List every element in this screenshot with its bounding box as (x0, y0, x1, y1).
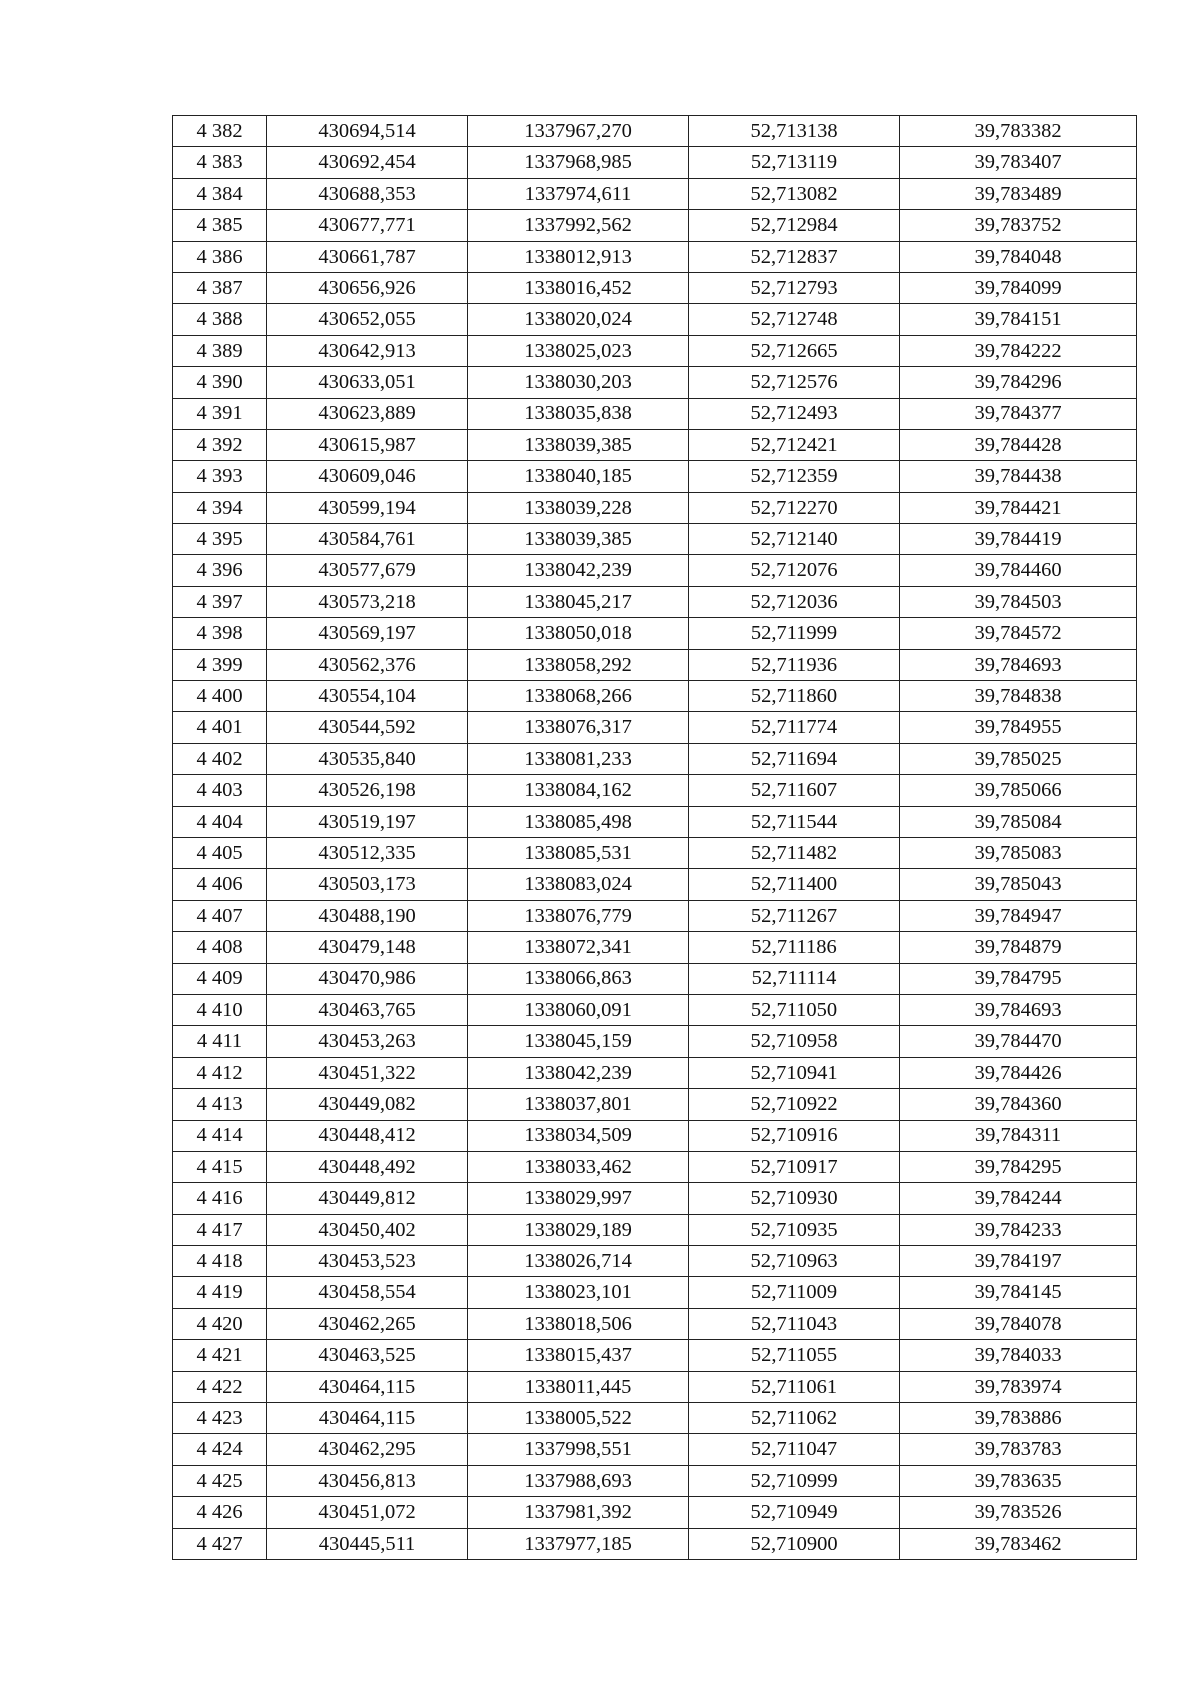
longitude-cell: 39,784419 (900, 524, 1137, 555)
latitude-cell: 52,711267 (689, 900, 900, 931)
point-number-cell: 4 386 (173, 241, 267, 272)
latitude-cell: 52,712576 (689, 367, 900, 398)
latitude-cell: 52,711043 (689, 1308, 900, 1339)
y-coordinate-cell: 1338035,838 (468, 398, 689, 429)
latitude-cell: 52,712140 (689, 524, 900, 555)
longitude-cell: 39,784197 (900, 1246, 1137, 1277)
table-row (173, 398, 1137, 429)
longitude-cell: 39,784947 (900, 900, 1137, 931)
table-row (173, 367, 1137, 398)
x-coordinate-cell: 430577,679 (267, 555, 468, 586)
latitude-cell: 52,711544 (689, 806, 900, 837)
y-coordinate-cell: 1338068,266 (468, 681, 689, 712)
latitude-cell: 52,711936 (689, 649, 900, 680)
point-number-cell: 4 393 (173, 461, 267, 492)
latitude-cell: 52,713119 (689, 147, 900, 178)
x-coordinate-cell: 430462,265 (267, 1308, 468, 1339)
latitude-cell: 52,710922 (689, 1089, 900, 1120)
latitude-cell: 52,711050 (689, 994, 900, 1025)
x-coordinate-cell: 430535,840 (267, 743, 468, 774)
table-row (173, 586, 1137, 617)
latitude-cell: 52,710917 (689, 1151, 900, 1182)
latitude-cell: 52,711774 (689, 712, 900, 743)
longitude-cell: 39,783886 (900, 1403, 1137, 1434)
table-row (173, 1089, 1137, 1120)
x-coordinate-cell: 430463,525 (267, 1340, 468, 1371)
longitude-cell: 39,784145 (900, 1277, 1137, 1308)
x-coordinate-cell: 430688,353 (267, 178, 468, 209)
y-coordinate-cell: 1337988,693 (468, 1465, 689, 1496)
table-row (173, 712, 1137, 743)
latitude-cell: 52,710916 (689, 1120, 900, 1151)
x-coordinate-cell: 430449,082 (267, 1089, 468, 1120)
point-number-cell: 4 382 (173, 116, 267, 147)
point-number-cell: 4 411 (173, 1026, 267, 1057)
point-number-cell: 4 417 (173, 1214, 267, 1245)
table-row (173, 492, 1137, 523)
x-coordinate-cell: 430694,514 (267, 116, 468, 147)
y-coordinate-cell: 1338040,185 (468, 461, 689, 492)
x-coordinate-cell: 430479,148 (267, 932, 468, 963)
table-row (173, 932, 1137, 963)
longitude-cell: 39,784311 (900, 1120, 1137, 1151)
x-coordinate-cell: 430519,197 (267, 806, 468, 837)
y-coordinate-cell: 1337998,551 (468, 1434, 689, 1465)
latitude-cell: 52,713082 (689, 178, 900, 209)
point-number-cell: 4 385 (173, 210, 267, 241)
table-row (173, 1465, 1137, 1496)
x-coordinate-cell: 430544,592 (267, 712, 468, 743)
point-number-cell: 4 415 (173, 1151, 267, 1182)
latitude-cell: 52,710999 (689, 1465, 900, 1496)
point-number-cell: 4 400 (173, 681, 267, 712)
table-row (173, 116, 1137, 147)
table-row (173, 272, 1137, 303)
y-coordinate-cell: 1338039,385 (468, 429, 689, 460)
y-coordinate-cell: 1338037,801 (468, 1089, 689, 1120)
y-coordinate-cell: 1338085,498 (468, 806, 689, 837)
table-row (173, 618, 1137, 649)
y-coordinate-cell: 1338085,531 (468, 837, 689, 868)
longitude-cell: 39,783526 (900, 1497, 1137, 1528)
longitude-cell: 39,784438 (900, 461, 1137, 492)
latitude-cell: 52,712270 (689, 492, 900, 523)
point-number-cell: 4 421 (173, 1340, 267, 1371)
table-row (173, 335, 1137, 366)
point-number-cell: 4 401 (173, 712, 267, 743)
table-row (173, 1528, 1137, 1559)
longitude-cell: 39,784222 (900, 335, 1137, 366)
table-row (173, 210, 1137, 241)
table-row (173, 649, 1137, 680)
x-coordinate-cell: 430448,492 (267, 1151, 468, 1182)
point-number-cell: 4 419 (173, 1277, 267, 1308)
latitude-cell: 52,711400 (689, 869, 900, 900)
point-number-cell: 4 408 (173, 932, 267, 963)
point-number-cell: 4 420 (173, 1308, 267, 1339)
latitude-cell: 52,710963 (689, 1246, 900, 1277)
point-number-cell: 4 413 (173, 1089, 267, 1120)
longitude-cell: 39,784360 (900, 1089, 1137, 1120)
y-coordinate-cell: 1338060,091 (468, 994, 689, 1025)
y-coordinate-cell: 1338076,779 (468, 900, 689, 931)
longitude-cell: 39,785084 (900, 806, 1137, 837)
x-coordinate-cell: 430453,523 (267, 1246, 468, 1277)
table-row (173, 1057, 1137, 1088)
longitude-cell: 39,784099 (900, 272, 1137, 303)
y-coordinate-cell: 1337974,611 (468, 178, 689, 209)
latitude-cell: 52,710941 (689, 1057, 900, 1088)
x-coordinate-cell: 430642,913 (267, 335, 468, 366)
y-coordinate-cell: 1338066,863 (468, 963, 689, 994)
table-row (173, 963, 1137, 994)
y-coordinate-cell: 1338034,509 (468, 1120, 689, 1151)
table-row (173, 147, 1137, 178)
y-coordinate-cell: 1338015,437 (468, 1340, 689, 1371)
table-row (173, 178, 1137, 209)
y-coordinate-cell: 1337967,270 (468, 116, 689, 147)
point-number-cell: 4 398 (173, 618, 267, 649)
x-coordinate-cell: 430488,190 (267, 900, 468, 931)
x-coordinate-cell: 430462,295 (267, 1434, 468, 1465)
longitude-cell: 39,784460 (900, 555, 1137, 586)
point-number-cell: 4 406 (173, 869, 267, 900)
latitude-cell: 52,711607 (689, 775, 900, 806)
longitude-cell: 39,783462 (900, 1528, 1137, 1559)
longitude-cell: 39,783382 (900, 116, 1137, 147)
x-coordinate-cell: 430656,926 (267, 272, 468, 303)
point-number-cell: 4 427 (173, 1528, 267, 1559)
y-coordinate-cell: 1338005,522 (468, 1403, 689, 1434)
y-coordinate-cell: 1338081,233 (468, 743, 689, 774)
table-row (173, 461, 1137, 492)
x-coordinate-cell: 430450,402 (267, 1214, 468, 1245)
latitude-cell: 52,711055 (689, 1340, 900, 1371)
x-coordinate-cell: 430464,115 (267, 1403, 468, 1434)
point-number-cell: 4 410 (173, 994, 267, 1025)
longitude-cell: 39,784795 (900, 963, 1137, 994)
y-coordinate-cell: 1338023,101 (468, 1277, 689, 1308)
x-coordinate-cell: 430453,263 (267, 1026, 468, 1057)
x-coordinate-cell: 430451,072 (267, 1497, 468, 1528)
latitude-cell: 52,711062 (689, 1403, 900, 1434)
point-number-cell: 4 394 (173, 492, 267, 523)
y-coordinate-cell: 1338076,317 (468, 712, 689, 743)
table-row (173, 869, 1137, 900)
longitude-cell: 39,783635 (900, 1465, 1137, 1496)
latitude-cell: 52,711009 (689, 1277, 900, 1308)
latitude-cell: 52,711999 (689, 618, 900, 649)
y-coordinate-cell: 1338018,506 (468, 1308, 689, 1339)
longitude-cell: 39,784879 (900, 932, 1137, 963)
x-coordinate-cell: 430661,787 (267, 241, 468, 272)
latitude-cell: 52,712748 (689, 304, 900, 335)
point-number-cell: 4 384 (173, 178, 267, 209)
table-row (173, 837, 1137, 868)
y-coordinate-cell: 1338045,217 (468, 586, 689, 617)
latitude-cell: 52,712359 (689, 461, 900, 492)
latitude-cell: 52,710958 (689, 1026, 900, 1057)
y-coordinate-cell: 1337977,185 (468, 1528, 689, 1559)
longitude-cell: 39,783783 (900, 1434, 1137, 1465)
point-number-cell: 4 416 (173, 1183, 267, 1214)
longitude-cell: 39,784421 (900, 492, 1137, 523)
point-number-cell: 4 425 (173, 1465, 267, 1496)
y-coordinate-cell: 1338072,341 (468, 932, 689, 963)
x-coordinate-cell: 430503,173 (267, 869, 468, 900)
table-row (173, 1340, 1137, 1371)
longitude-cell: 39,783752 (900, 210, 1137, 241)
point-number-cell: 4 403 (173, 775, 267, 806)
point-number-cell: 4 422 (173, 1371, 267, 1402)
latitude-cell: 52,712665 (689, 335, 900, 366)
point-number-cell: 4 405 (173, 837, 267, 868)
point-number-cell: 4 387 (173, 272, 267, 303)
latitude-cell: 52,711186 (689, 932, 900, 963)
x-coordinate-cell: 430633,051 (267, 367, 468, 398)
point-number-cell: 4 402 (173, 743, 267, 774)
y-coordinate-cell: 1338042,239 (468, 1057, 689, 1088)
latitude-cell: 52,712837 (689, 241, 900, 272)
longitude-cell: 39,784048 (900, 241, 1137, 272)
latitude-cell: 52,710930 (689, 1183, 900, 1214)
x-coordinate-cell: 430448,412 (267, 1120, 468, 1151)
longitude-cell: 39,784693 (900, 649, 1137, 680)
latitude-cell: 52,711061 (689, 1371, 900, 1402)
point-number-cell: 4 389 (173, 335, 267, 366)
table-row (173, 1277, 1137, 1308)
table-row (173, 429, 1137, 460)
y-coordinate-cell: 1338083,024 (468, 869, 689, 900)
x-coordinate-cell: 430692,454 (267, 147, 468, 178)
longitude-cell: 39,784078 (900, 1308, 1137, 1339)
y-coordinate-cell: 1338033,462 (468, 1151, 689, 1182)
latitude-cell: 52,712036 (689, 586, 900, 617)
x-coordinate-cell: 430449,812 (267, 1183, 468, 1214)
point-number-cell: 4 391 (173, 398, 267, 429)
latitude-cell: 52,712076 (689, 555, 900, 586)
table-row (173, 1246, 1137, 1277)
longitude-cell: 39,784244 (900, 1183, 1137, 1214)
table-row (173, 743, 1137, 774)
y-coordinate-cell: 1338058,292 (468, 649, 689, 680)
y-coordinate-cell: 1338029,189 (468, 1214, 689, 1245)
table-row (173, 1497, 1137, 1528)
coordinates-table (172, 115, 1137, 1560)
table-row (173, 1183, 1137, 1214)
x-coordinate-cell: 430458,554 (267, 1277, 468, 1308)
x-coordinate-cell: 430554,104 (267, 681, 468, 712)
latitude-cell: 52,710900 (689, 1528, 900, 1559)
point-number-cell: 4 397 (173, 586, 267, 617)
table-row (173, 1026, 1137, 1057)
y-coordinate-cell: 1338039,228 (468, 492, 689, 523)
x-coordinate-cell: 430470,986 (267, 963, 468, 994)
longitude-cell: 39,783489 (900, 178, 1137, 209)
table-row (173, 524, 1137, 555)
latitude-cell: 52,710935 (689, 1214, 900, 1245)
y-coordinate-cell: 1338050,018 (468, 618, 689, 649)
point-number-cell: 4 412 (173, 1057, 267, 1088)
y-coordinate-cell: 1338025,023 (468, 335, 689, 366)
y-coordinate-cell: 1338039,385 (468, 524, 689, 555)
y-coordinate-cell: 1338026,714 (468, 1246, 689, 1277)
y-coordinate-cell: 1338042,239 (468, 555, 689, 586)
longitude-cell: 39,784295 (900, 1151, 1137, 1182)
x-coordinate-cell: 430677,771 (267, 210, 468, 241)
x-coordinate-cell: 430451,322 (267, 1057, 468, 1088)
y-coordinate-cell: 1338045,159 (468, 1026, 689, 1057)
point-number-cell: 4 399 (173, 649, 267, 680)
table-row (173, 304, 1137, 335)
longitude-cell: 39,784838 (900, 681, 1137, 712)
longitude-cell: 39,785083 (900, 837, 1137, 868)
table-row (173, 1120, 1137, 1151)
point-number-cell: 4 392 (173, 429, 267, 460)
table-row (173, 994, 1137, 1025)
table-row (173, 1403, 1137, 1434)
longitude-cell: 39,784033 (900, 1340, 1137, 1371)
y-coordinate-cell: 1338016,452 (468, 272, 689, 303)
table-row (173, 900, 1137, 931)
y-coordinate-cell: 1337968,985 (468, 147, 689, 178)
y-coordinate-cell: 1338084,162 (468, 775, 689, 806)
longitude-cell: 39,783407 (900, 147, 1137, 178)
x-coordinate-cell: 430615,987 (267, 429, 468, 460)
point-number-cell: 4 395 (173, 524, 267, 555)
latitude-cell: 52,712793 (689, 272, 900, 303)
point-number-cell: 4 404 (173, 806, 267, 837)
y-coordinate-cell: 1338020,024 (468, 304, 689, 335)
y-coordinate-cell: 1337981,392 (468, 1497, 689, 1528)
latitude-cell: 52,711114 (689, 963, 900, 994)
y-coordinate-cell: 1338030,203 (468, 367, 689, 398)
table-row (173, 1371, 1137, 1402)
x-coordinate-cell: 430584,761 (267, 524, 468, 555)
x-coordinate-cell: 430463,765 (267, 994, 468, 1025)
longitude-cell: 39,785025 (900, 743, 1137, 774)
x-coordinate-cell: 430526,198 (267, 775, 468, 806)
x-coordinate-cell: 430569,197 (267, 618, 468, 649)
x-coordinate-cell: 430562,376 (267, 649, 468, 680)
point-number-cell: 4 407 (173, 900, 267, 931)
latitude-cell: 52,711694 (689, 743, 900, 774)
latitude-cell: 52,711047 (689, 1434, 900, 1465)
longitude-cell: 39,785043 (900, 869, 1137, 900)
longitude-cell: 39,784296 (900, 367, 1137, 398)
longitude-cell: 39,784151 (900, 304, 1137, 335)
table-row (173, 555, 1137, 586)
latitude-cell: 52,712493 (689, 398, 900, 429)
x-coordinate-cell: 430445,511 (267, 1528, 468, 1559)
point-number-cell: 4 383 (173, 147, 267, 178)
x-coordinate-cell: 430573,218 (267, 586, 468, 617)
table-row (173, 1434, 1137, 1465)
table-row (173, 241, 1137, 272)
longitude-cell: 39,784503 (900, 586, 1137, 617)
longitude-cell: 39,784572 (900, 618, 1137, 649)
table-row (173, 775, 1137, 806)
longitude-cell: 39,784428 (900, 429, 1137, 460)
latitude-cell: 52,712421 (689, 429, 900, 460)
table-row (173, 681, 1137, 712)
y-coordinate-cell: 1338012,913 (468, 241, 689, 272)
latitude-cell: 52,711860 (689, 681, 900, 712)
table-row (173, 1214, 1137, 1245)
longitude-cell: 39,784377 (900, 398, 1137, 429)
point-number-cell: 4 390 (173, 367, 267, 398)
latitude-cell: 52,711482 (689, 837, 900, 868)
point-number-cell: 4 426 (173, 1497, 267, 1528)
longitude-cell: 39,784426 (900, 1057, 1137, 1088)
longitude-cell: 39,784470 (900, 1026, 1137, 1057)
point-number-cell: 4 388 (173, 304, 267, 335)
longitude-cell: 39,785066 (900, 775, 1137, 806)
x-coordinate-cell: 430512,335 (267, 837, 468, 868)
table-row (173, 806, 1137, 837)
x-coordinate-cell: 430464,115 (267, 1371, 468, 1402)
x-coordinate-cell: 430456,813 (267, 1465, 468, 1496)
x-coordinate-cell: 430609,046 (267, 461, 468, 492)
longitude-cell: 39,784233 (900, 1214, 1137, 1245)
latitude-cell: 52,710949 (689, 1497, 900, 1528)
x-coordinate-cell: 430623,889 (267, 398, 468, 429)
point-number-cell: 4 423 (173, 1403, 267, 1434)
x-coordinate-cell: 430652,055 (267, 304, 468, 335)
y-coordinate-cell: 1338011,445 (468, 1371, 689, 1402)
y-coordinate-cell: 1337992,562 (468, 210, 689, 241)
latitude-cell: 52,713138 (689, 116, 900, 147)
point-number-cell: 4 414 (173, 1120, 267, 1151)
longitude-cell: 39,784955 (900, 712, 1137, 743)
table-row (173, 1308, 1137, 1339)
longitude-cell: 39,784693 (900, 994, 1137, 1025)
y-coordinate-cell: 1338029,997 (468, 1183, 689, 1214)
latitude-cell: 52,712984 (689, 210, 900, 241)
point-number-cell: 4 424 (173, 1434, 267, 1465)
table-row (173, 1151, 1137, 1182)
longitude-cell: 39,783974 (900, 1371, 1137, 1402)
point-number-cell: 4 396 (173, 555, 267, 586)
coordinates-table-body (173, 116, 1137, 1560)
x-coordinate-cell: 430599,194 (267, 492, 468, 523)
point-number-cell: 4 418 (173, 1246, 267, 1277)
point-number-cell: 4 409 (173, 963, 267, 994)
